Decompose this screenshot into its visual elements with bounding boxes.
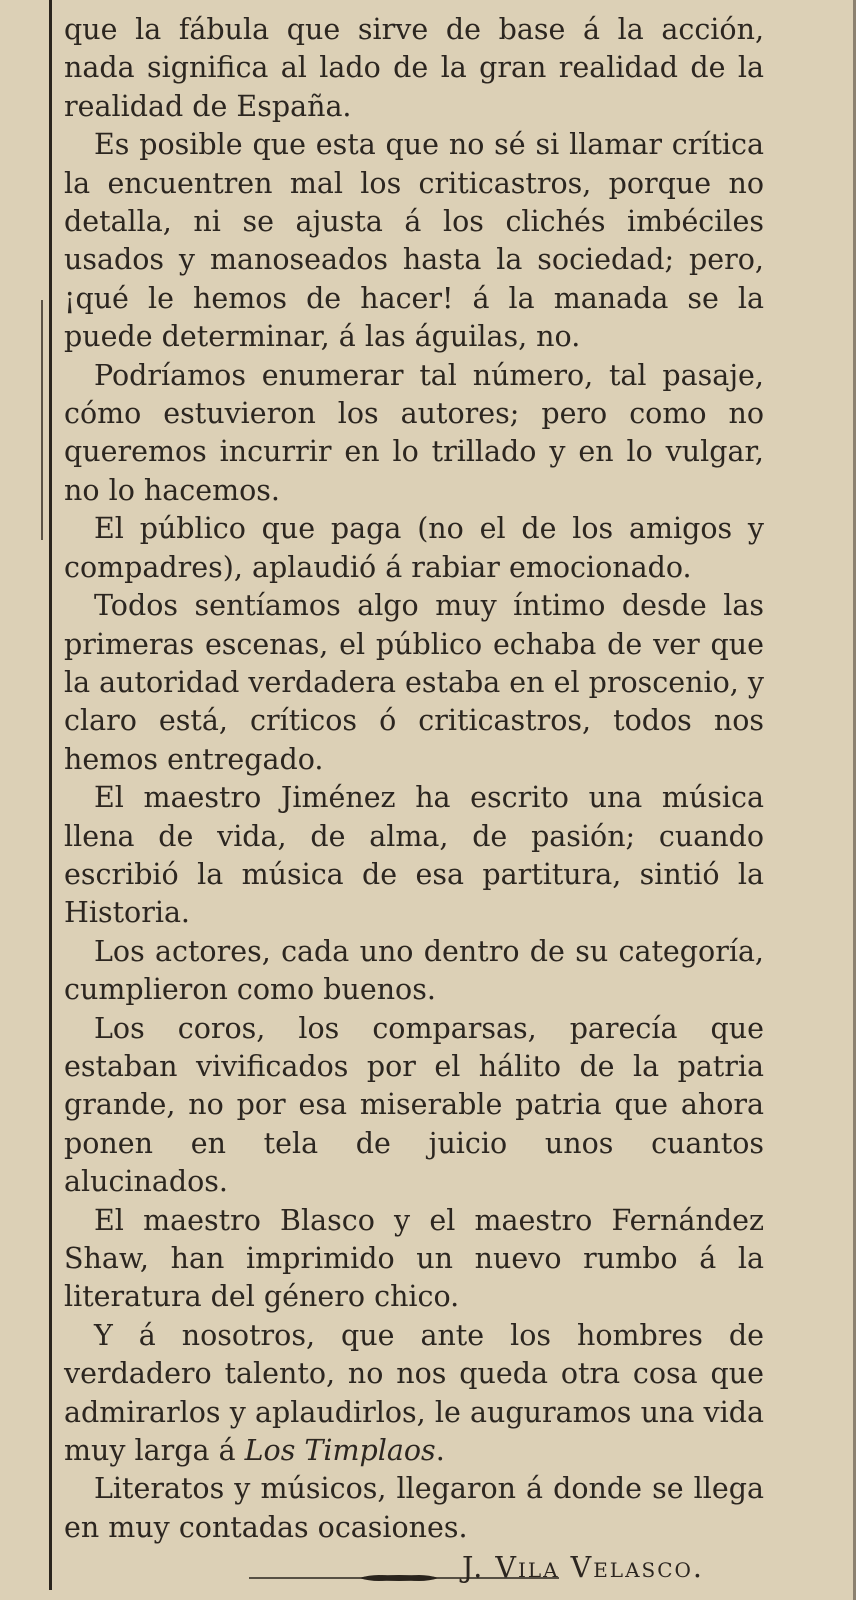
paragraph-10: Y á nosotros, que ante los hombres de verdadero talento, no nos queda otra cosa que admirarlos y aplaudirlos, le auguramos una vida muy larga á Los Timplaos. bbox=[64, 1318, 764, 1468]
column-rule-left-inner bbox=[41, 300, 43, 540]
paragraph-8: Los coros, los comparsas, parecía que estaban vivificados por el hálito de la patria grande, no por esa miserable patria que ahora ponen en tela de juicio unos cuantos alucinados. bbox=[64, 1011, 764, 1199]
paragraph-4: El público que paga (no el de los amigos y compadres), aplaudió á rabiar emocionado. bbox=[64, 512, 764, 584]
paragraph-9: El maestro Blasco y el maestro Fernández Shaw, han imprimido un nuevo rumbo á la literatura del género chico. bbox=[64, 1203, 764, 1314]
paragraph-3: Podríamos enumerar tal número, tal pasaje, cómo estuvieron los autores; pero como no queremos incurrir en lo trillado y en lo vulgar, no lo hacemos. bbox=[64, 358, 764, 507]
author-signature: J. Vila Velasco. bbox=[462, 1551, 704, 1585]
column-rule-left bbox=[49, 0, 52, 1590]
paragraph-11: Literatos y músicos, llegaron á donde se llega en muy contadas ocasiones. bbox=[64, 1472, 764, 1544]
paragraph-7: Los actores, cada uno dentro de su categoría, cumplieron como buenos. bbox=[64, 934, 764, 1007]
paragraph-6: El maestro Jiménez ha escrito una música llena de vida, de alma, de pasión; cuando escribió la música de esa partitura, sintió la Historia. bbox=[64, 781, 764, 930]
end-ornament-rule bbox=[249, 1572, 559, 1584]
play-title: Los Timplaos bbox=[244, 1434, 436, 1468]
paragraph-1: que la fábula que sirve de base á la acción, nada significa al lado de la gran realidad de la realidad de España. bbox=[64, 13, 764, 123]
article-column bbox=[64, 11, 764, 1588]
paragraph-5: Todos sentíamos algo muy íntimo desde las primeras escenas, el público echaba de ver que la autoridad verdadera estaba en el proscenio, y claro está, críticos ó criticastros, todos nos hemos entregado. bbox=[64, 589, 764, 776]
paragraph-2: Es posible que esta que no sé si llamar crítica la encuentren mal los criticastros, porque no detalla, ni se ajusta á los clichés imbéciles usados y manoseados hasta la sociedad; pero, ¡qué le hemos de hacer! á la manada se la puede determinar, á las águilas, no. bbox=[64, 128, 764, 354]
